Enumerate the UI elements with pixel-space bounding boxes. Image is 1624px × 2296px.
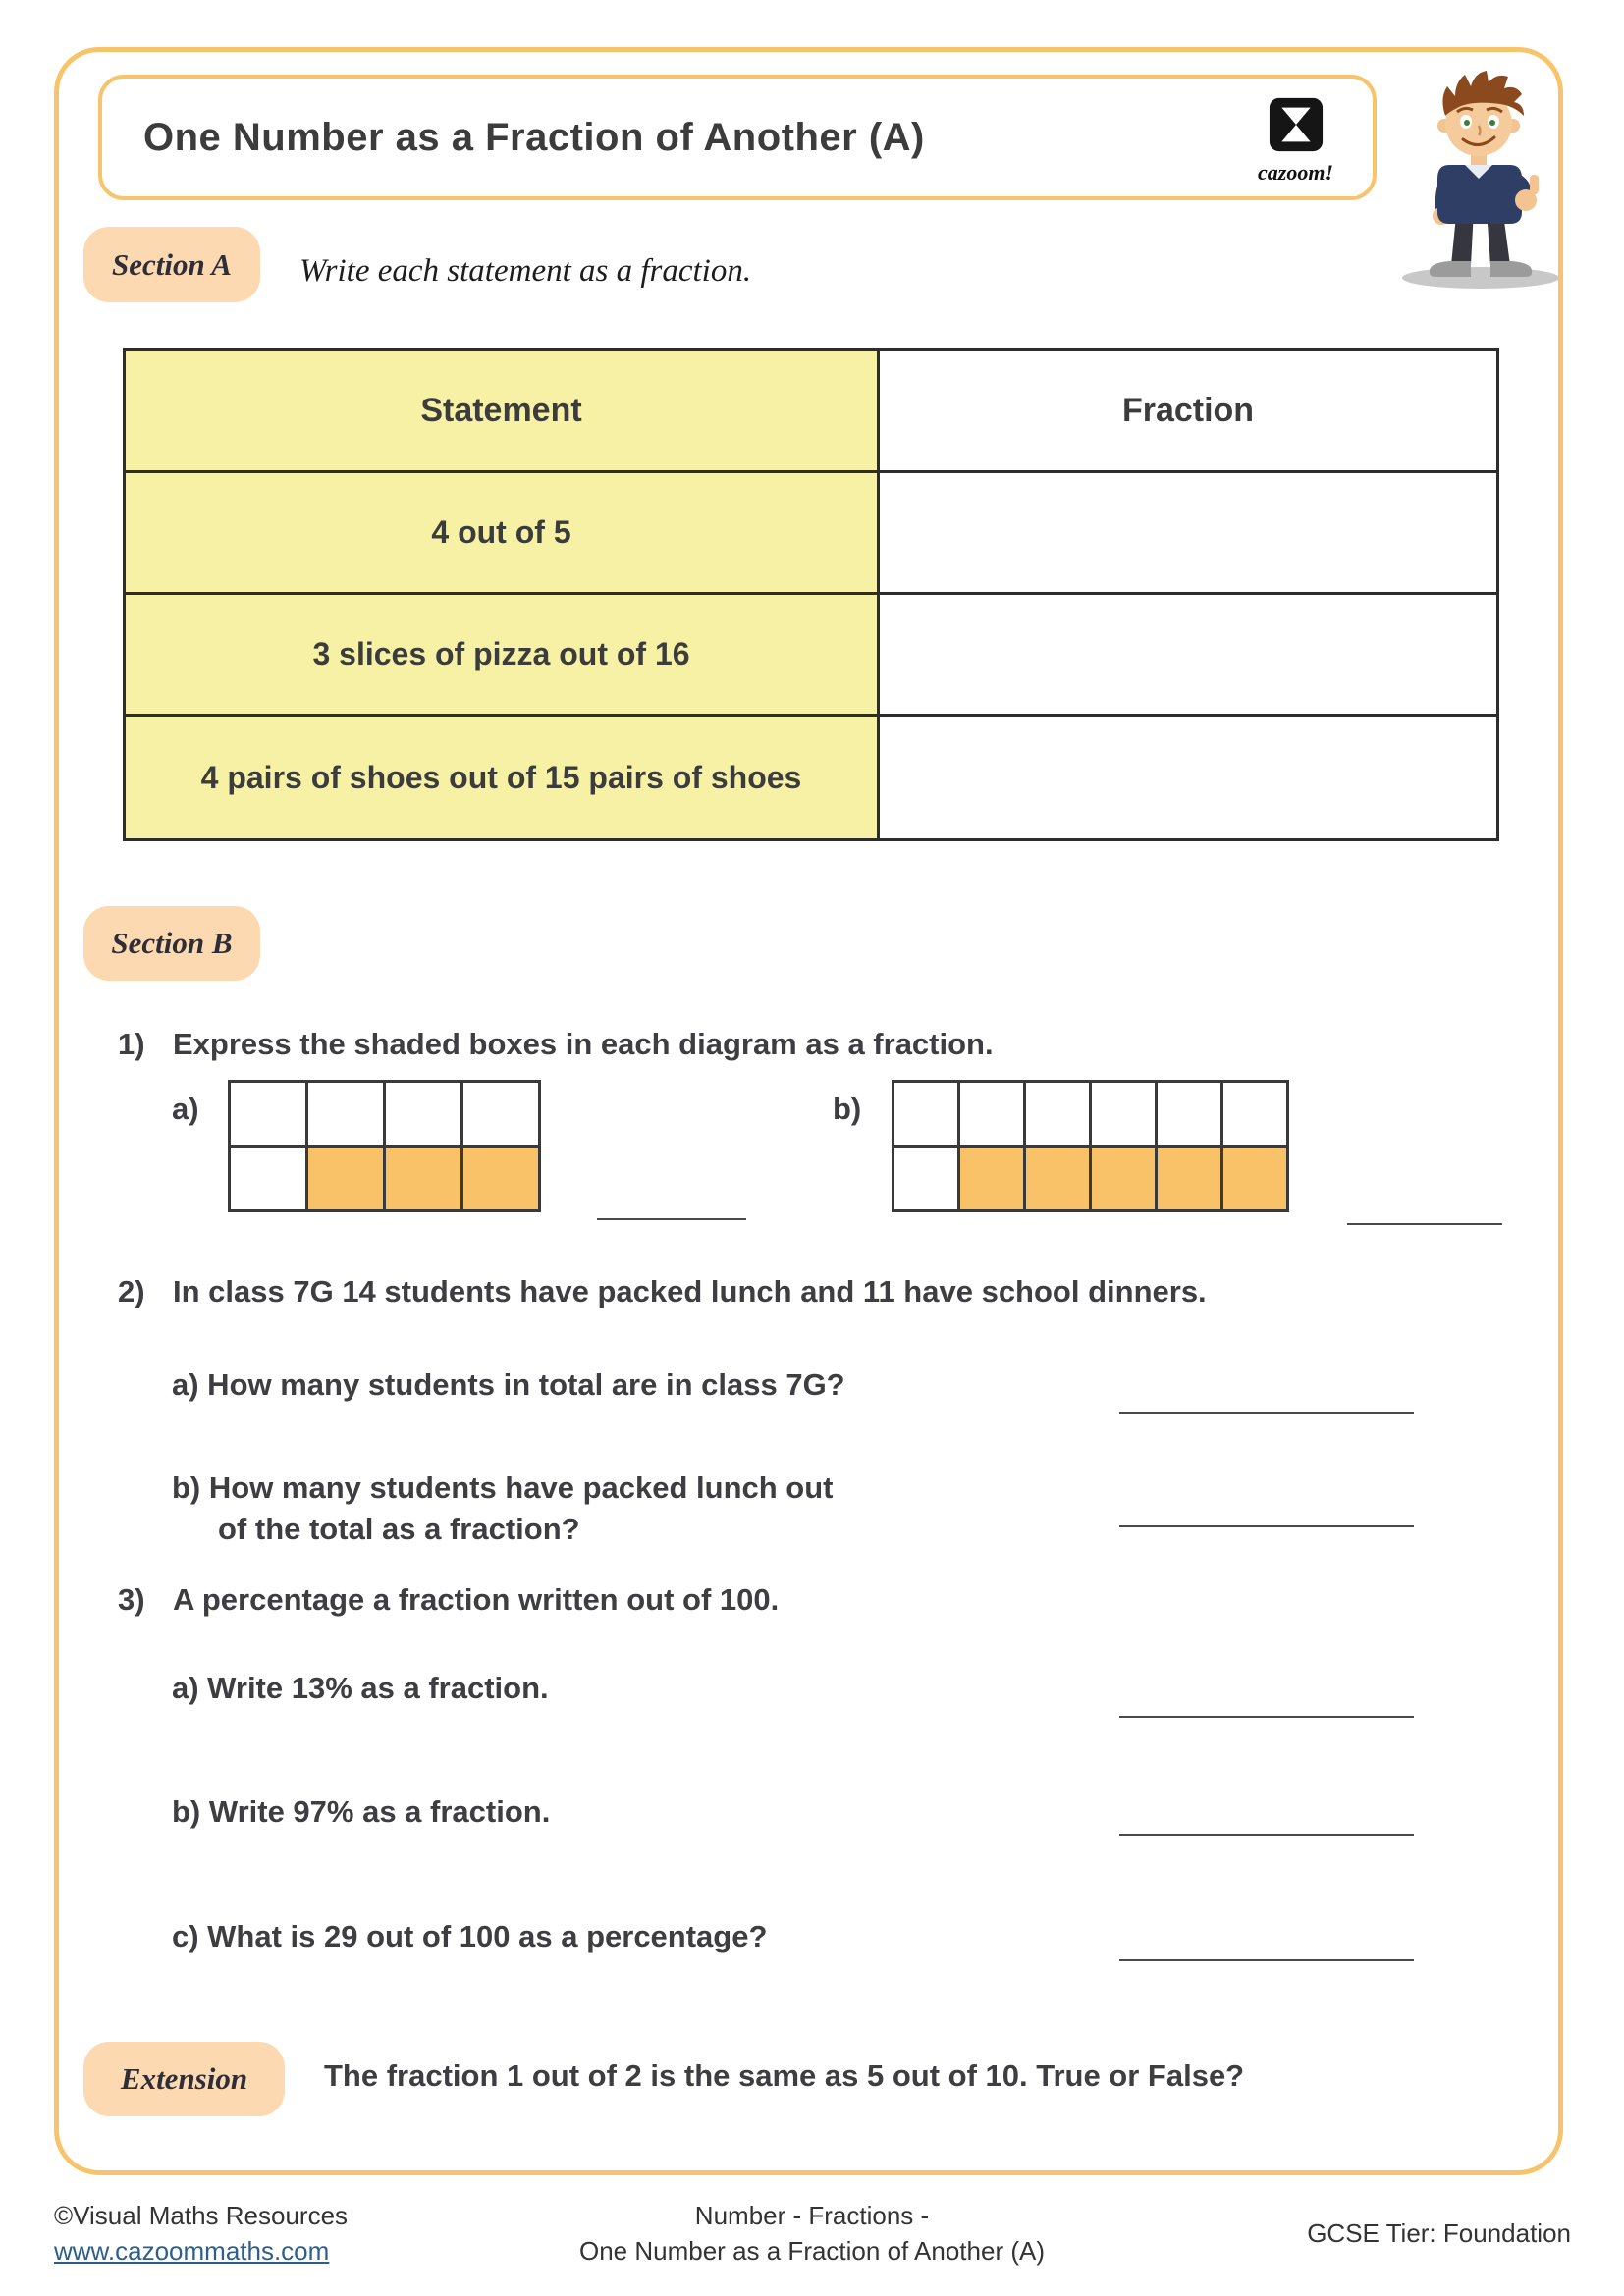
diagram-cell xyxy=(960,1148,1026,1212)
diagram-cell xyxy=(308,1148,386,1212)
footer-copyright: ©Visual Maths Resources xyxy=(54,2201,349,2230)
question-3-number: 3) xyxy=(118,1582,145,1617)
table-row-statement: 4 pairs of shoes out of 15 pairs of shoes xyxy=(126,717,880,838)
diagram-a-label: a) xyxy=(172,1092,199,1126)
diagram-cell xyxy=(1223,1148,1289,1212)
section-a-label: Section A xyxy=(83,227,260,302)
fraction-answer-cell xyxy=(880,473,1496,595)
diagram-cell xyxy=(1026,1083,1092,1148)
question-2a-text: a) How many students in total are in class 7G? xyxy=(172,1367,845,1402)
question-3 xyxy=(118,1582,779,1618)
fraction-answer-cell xyxy=(880,595,1496,717)
question-3c-text: c) What is 29 out of 100 as a percentage? xyxy=(172,1919,768,1953)
extension-text: The fraction 1 out of 2 is the same as 5 out of 10. True or False? xyxy=(324,2058,1245,2093)
cazoom-logo-text: cazoom! xyxy=(1258,160,1333,185)
diagram-cell xyxy=(1158,1148,1223,1212)
section-a-instruction: Write each statement as a fraction. xyxy=(299,253,752,289)
cazoom-logo xyxy=(1234,85,1357,196)
diagram-cell xyxy=(1092,1148,1158,1212)
answer-line-q3a xyxy=(1119,1716,1414,1718)
question-2b-text-line1: b) How many students have packed lunch out xyxy=(172,1470,834,1505)
question-3a-text: a) Write 13% as a fraction. xyxy=(172,1671,549,1705)
answer-line-q2a xyxy=(1119,1412,1414,1414)
cazoom-logo-icon xyxy=(1268,96,1325,158)
diagram-cell xyxy=(231,1083,308,1148)
footer-topic-line2: One Number as a Fraction of Another (A) xyxy=(579,2236,1045,2266)
diagram-cell xyxy=(894,1148,960,1212)
question-3-text: A percentage a fraction written out of 100. xyxy=(173,1582,780,1617)
diagram-cell xyxy=(231,1148,308,1212)
question-1 xyxy=(118,1027,994,1062)
diagram-cell xyxy=(386,1083,463,1148)
footer-topic-line1: Number - Fractions - xyxy=(694,2201,930,2230)
title-box xyxy=(98,75,1377,200)
diagram-cell xyxy=(960,1083,1026,1148)
footer-website-link[interactable]: www.cazoommaths.com xyxy=(54,2236,330,2266)
diagram-cell xyxy=(386,1148,463,1212)
footer-tier: GCSE Tier: Foundation xyxy=(1307,2218,1571,2248)
extension-label: Extension xyxy=(83,2042,285,2116)
diagram-cell xyxy=(308,1083,386,1148)
diagram-cell xyxy=(1092,1083,1158,1148)
diagram-a xyxy=(228,1080,541,1212)
answer-line-q1a xyxy=(597,1218,746,1220)
diagram-b xyxy=(892,1080,1289,1212)
page-title: One Number as a Fraction of Another (A) xyxy=(143,115,925,159)
answer-line-q2b xyxy=(1119,1525,1414,1527)
diagram-cell xyxy=(463,1148,541,1212)
question-1-text: Express the shaded boxes in each diagram as a fraction. xyxy=(173,1027,994,1061)
question-1-number: 1) xyxy=(118,1027,145,1061)
section-b-label: Section B xyxy=(83,906,260,981)
question-2b-text-line2: of the total as a fraction? xyxy=(218,1512,580,1546)
cartoon-character-illustration xyxy=(1392,51,1564,292)
table-header-fraction: Fraction xyxy=(880,351,1496,473)
diagram-cell xyxy=(463,1083,541,1148)
table-row-statement: 4 out of 5 xyxy=(126,473,880,595)
question-2-number: 2) xyxy=(118,1274,145,1308)
table-row-statement: 3 slices of pizza out of 16 xyxy=(126,595,880,717)
diagram-b-label: b) xyxy=(833,1092,862,1126)
diagram-cell xyxy=(1026,1148,1092,1212)
answer-line-q1b xyxy=(1347,1223,1502,1225)
diagram-cell xyxy=(1158,1083,1223,1148)
question-3b-text: b) Write 97% as a fraction. xyxy=(172,1794,551,1829)
section-a-table xyxy=(123,348,1499,841)
diagram-cell xyxy=(894,1083,960,1148)
answer-line-q3c xyxy=(1119,1959,1414,1961)
table-header-statement: Statement xyxy=(126,351,880,473)
diagram-cell xyxy=(1223,1083,1289,1148)
answer-line-q3b xyxy=(1119,1834,1414,1836)
question-2 xyxy=(118,1274,1207,1309)
question-2-text: In class 7G 14 students have packed lunch and 11 have school dinners. xyxy=(173,1274,1207,1308)
fraction-answer-cell xyxy=(880,717,1496,838)
